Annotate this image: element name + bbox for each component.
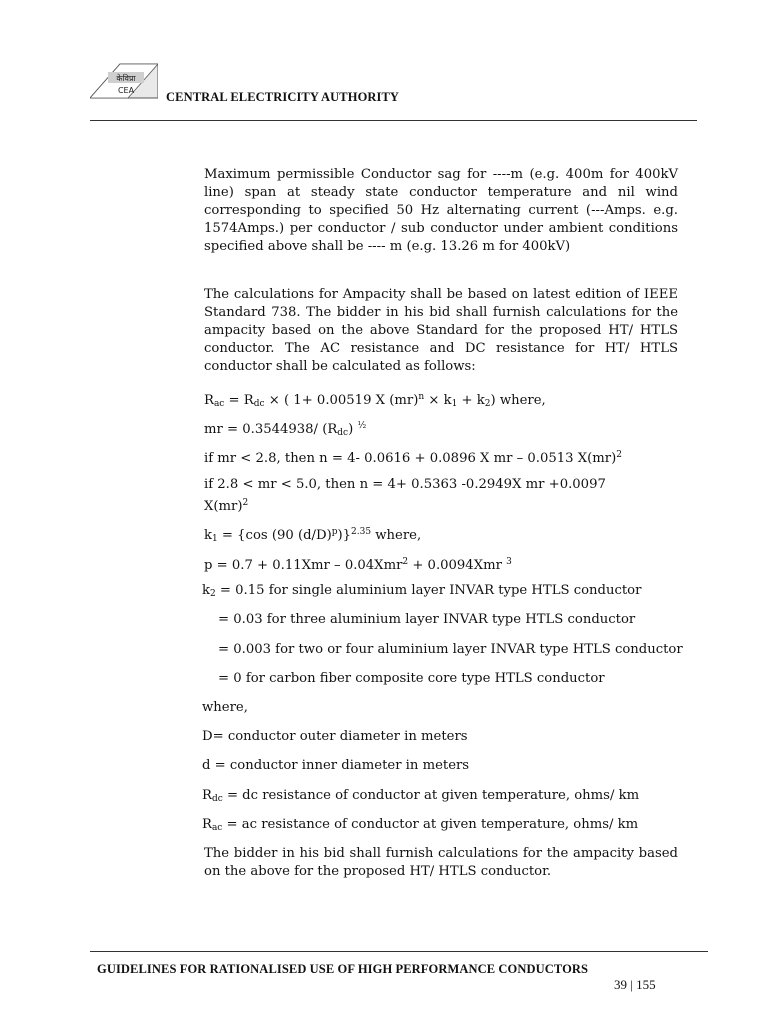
cea-logo — [90, 62, 158, 100]
equation-k2: $k_2 = 0.15$ for single aluminium layer INVAR type HTLS conductor — [202, 583, 642, 599]
definition-rdc: $R_{dc}$ = dc resistance of conductor at given temperature, ohms/ km — [202, 788, 640, 804]
paragraph-closing: The bidder in his bid shall furnish calculations for the ampacity based on the above for the proposed HT/ HTLS conductor. — [204, 846, 678, 879]
header-divider — [90, 120, 697, 121]
paragraph-ampacity: The calculations for Ampacity shall be based on latest edition of IEEE Standard 738. The bidder in his bid shall furnish calculations for the ampacity based on the above Standard for the proposed HT/ HTLS conductor. The AC resistance and DC resistance for HT/ HTLS conductor shall be calculated as follows: — [204, 287, 678, 374]
svg-text:केविप्रा: केविप्रा — [116, 74, 136, 83]
k2-option-three-layer: = 0.03 for three aluminium layer INVAR type HTLS conductor — [218, 612, 636, 627]
equation-k1: $k_1 = \{\cos$ (90 $(d/D)^p)\}^{2.35}$ where, — [204, 527, 422, 544]
k2-option-two-four-layer: = 0.003 for two or four aluminium layer INVAR type HTLS conductor — [218, 642, 683, 657]
equation-n-high-cont: X(mr)$^2$ — [204, 498, 249, 514]
equation-n-high: if 2.8 < mr < 5.0, then n = 4+ 0.5363 -0.2949X mr +0.0097 — [204, 477, 606, 492]
paragraph-sag: Maximum permissible Conductor sag for ----m (e.g. 400m for 400kV line) span at steady state conductor temperature and nil wind corresponding to specified 50 Hz alternating current (---Amps. e.g. 1574Amps.) per conductor / sub conductor under ambient conditions specified above shall be ---- m (e.g. 13.26 m for 400kV) — [204, 167, 678, 254]
equation-p: p = 0.7 + 0.11Xmr – 0.04Xmr$^2$ + 0.0094Xmr $^3$ — [204, 557, 512, 573]
footer-title: GUIDELINES FOR RATIONALISED USE OF HIGH PERFORMANCE CONDUCTORS — [97, 962, 589, 976]
page-number: 39 | 155 — [614, 977, 656, 992]
definition-inner-diameter: d = conductor inner diameter in meters — [202, 758, 470, 773]
header-title: CENTRAL ELECTRICITY AUTHORITY — [166, 90, 400, 104]
where-label: where, — [202, 700, 248, 715]
definition-rac: $R_{ac}$ = ac resistance of conductor at given temperature, ohms/ km — [202, 817, 639, 833]
footer-divider — [90, 951, 708, 952]
equation-n-low: if mr < 2.8, then n = 4- 0.0616 + 0.0896 X mr – 0.0513 X(mr)$^2$ — [204, 450, 622, 466]
definition-outer-diameter: D= conductor outer diameter in meters — [202, 729, 468, 744]
k2-option-carbon-fiber: = 0 for carbon fiber composite core type HTLS conductor — [218, 671, 605, 686]
equation-rac: $R_{ac} = R_{dc}$ × ( 1+ 0.00519 X $(mr)^n \times k_1 + k_2$) where, — [204, 392, 546, 409]
svg-text:CEA: CEA — [117, 86, 135, 95]
equation-mr: mr = 0.3544938/ $(R_{dc})$ $^{\frac{1}{2}}$ — [204, 421, 367, 438]
